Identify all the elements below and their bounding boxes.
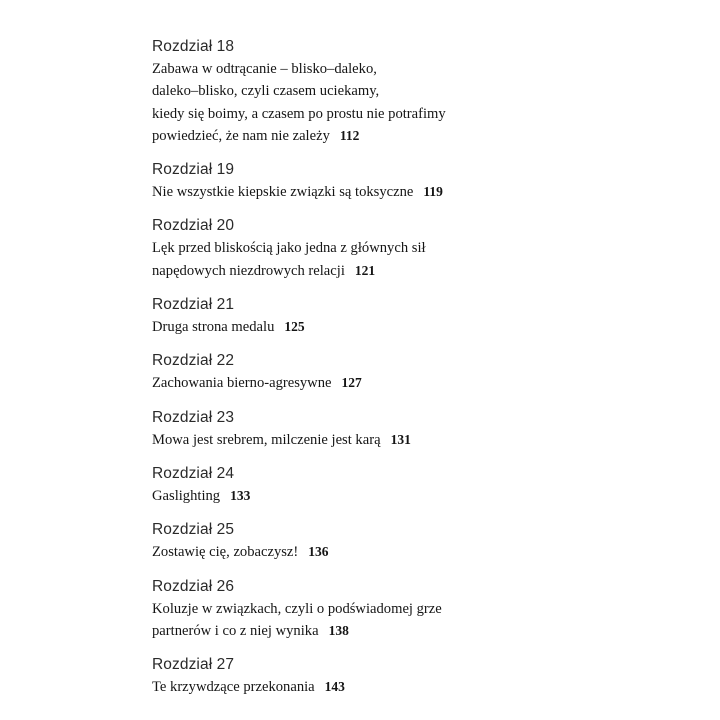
toc-entry [152,407,692,451]
page-number: 125 [284,319,305,335]
page-number: 112 [339,127,360,143]
entry-spacer [152,564,692,576]
entry-spacer [152,395,692,407]
chapter-title-text: Lęk przed bliskością jako jedna z głównych sił [152,240,426,257]
chapter-title-text: daleko–blisko, czyli czasem uciekamy, [152,83,380,100]
chapter-label: Rozdział 23 [152,408,235,426]
page-number: 138 [328,622,349,638]
chapter-title-text: napędowych niezdrowych relacji [152,262,345,279]
chapter-title-line [152,181,692,203]
chapter-label: Rozdział 27 [152,656,235,674]
chapter-title-line [152,620,692,642]
chapter-label: Rozdział 22 [152,352,235,370]
chapter-label: Rozdział 21 [152,296,235,314]
page-number: 133 [230,487,251,503]
page-number: 121 [354,262,376,278]
toc-entry [152,36,692,147]
entry-spacer [152,203,692,215]
page-number: 131 [390,431,411,447]
chapter-title-line [152,260,692,282]
chapter-title-line [152,372,692,394]
chapter-title-text: Druga strona medalu [152,319,275,336]
toc-entry [152,350,692,394]
chapter-title-text: Nie wszystkie kiepskie związki są toksyczne [152,184,414,201]
page-number: 143 [324,679,345,695]
chapter-title-text: Zostawię cię, zobaczysz! [152,544,299,561]
chapter-label: Rozdział 18 [152,38,235,55]
chapter-title-text: Zabawa w odtrącanie – blisko–daleko, [152,61,377,77]
page-number: 136 [308,544,329,560]
chapter-title-line [152,485,692,507]
entry-spacer [152,338,692,350]
entry-spacer [152,642,692,654]
entry-spacer [152,147,692,159]
page-number: 127 [341,375,362,391]
toc-entry [152,519,692,563]
chapter-title-text: powiedzieć, że nam nie zależy [152,127,330,144]
chapter-title-text: Zachowania bierno-agresywne [152,375,332,392]
chapter-title-text: kiedy się boimy, a czasem po prostu nie potrafimy [152,105,446,122]
page-number: 119 [423,184,443,200]
chapter-title-text: Koluzje w związkach, czyli o podświadomej grze [152,600,442,617]
chapter-title-text: Gaslighting [152,487,221,504]
chapter-title-text: Te krzywdzące przekonania [152,679,315,696]
toc-entry [152,463,692,507]
table-of-contents [152,36,692,698]
chapter-label: Rozdział 26 [152,577,235,595]
entry-spacer [152,451,692,463]
toc-entry [152,294,692,338]
chapter-title-text: Mowa jest srebrem, milczenie jest karą [152,431,381,448]
chapter-label: Rozdział 19 [152,161,235,179]
chapter-label: Rozdział 24 [152,464,235,482]
chapter-title-text: partnerów i co z niej wynika [152,622,319,639]
chapter-title-line [152,58,692,80]
entry-spacer [152,282,692,294]
chapter-title-line [152,237,692,259]
toc-entry [152,654,692,698]
chapter-label: Rozdział 25 [152,521,235,539]
toc-entry [152,159,692,203]
toc-entry [152,576,692,643]
chapter-title-line [152,103,692,125]
toc-entry [152,215,692,282]
chapter-title-line [152,598,692,620]
chapter-label: Rozdział 20 [152,217,235,235]
chapter-title-line [152,541,692,563]
chapter-title-line [152,80,692,102]
chapter-title-line [152,125,692,147]
chapter-title-line [152,429,692,451]
entry-spacer [152,507,692,519]
chapter-title-line [152,316,692,338]
chapter-title-line [152,676,692,698]
